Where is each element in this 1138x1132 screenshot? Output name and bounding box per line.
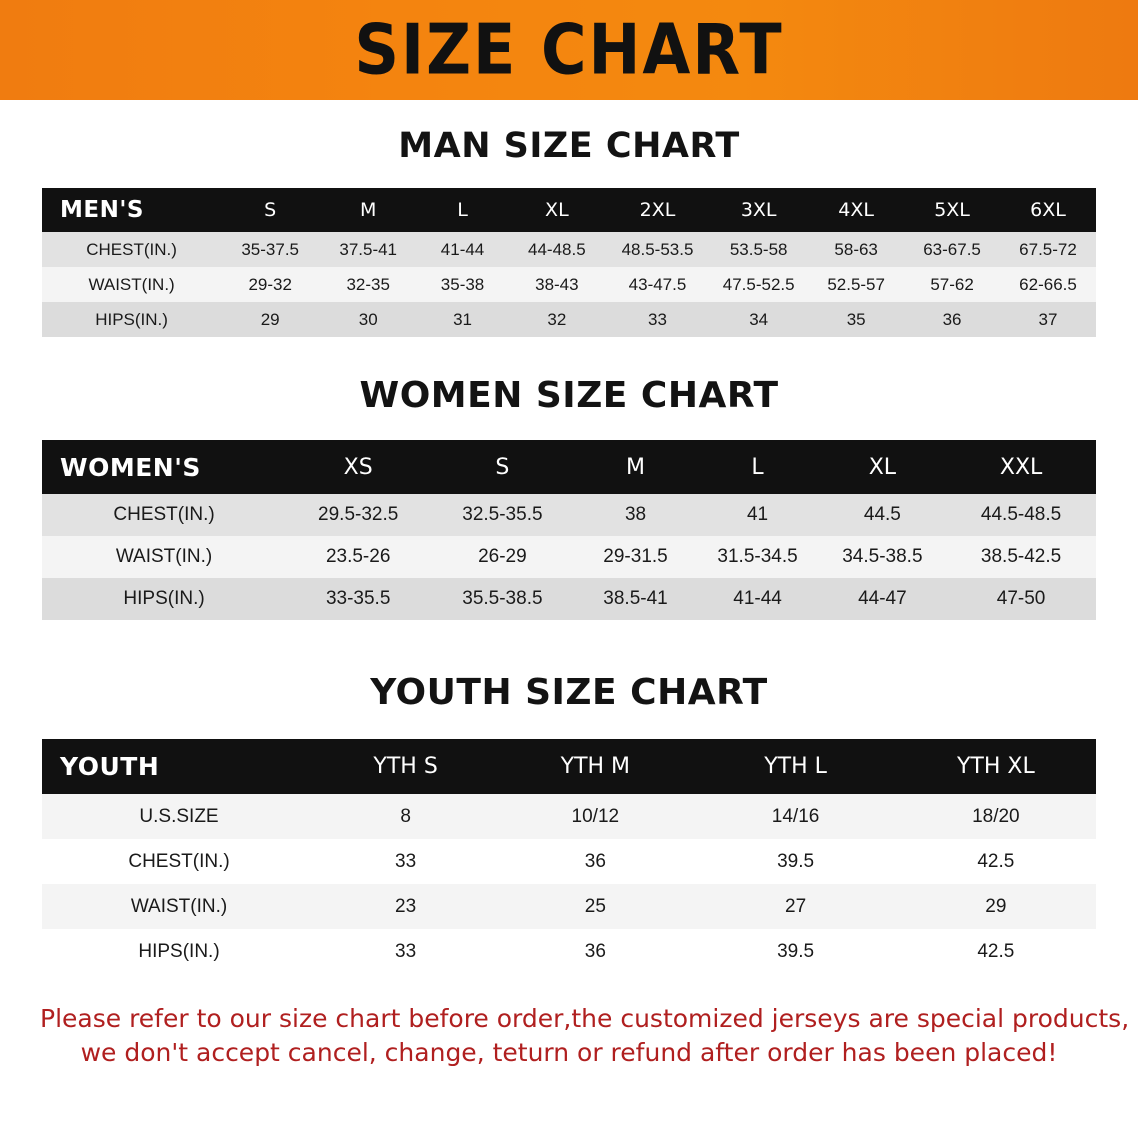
youth-hips-m: 36: [584, 940, 606, 962]
man-header-l: L: [457, 199, 468, 221]
man-chest-xl: 44-48.5: [528, 239, 586, 259]
table-row: [42, 232, 1096, 267]
table-row: [42, 929, 1096, 974]
youth-chest-l: 39.5: [777, 850, 815, 872]
youth-ussize-s: 8: [400, 805, 411, 827]
youth-hips-xl: 42.5: [977, 940, 1015, 962]
youth-waist-m: 25: [584, 895, 606, 917]
youth-ussize-m: 10/12: [571, 805, 620, 827]
women-chest-m: 38: [624, 504, 647, 525]
youth-row-hips-label: HIPS(IN.): [138, 940, 220, 962]
man-chest-4xl: 58-63: [834, 239, 878, 259]
table-row: [42, 302, 1096, 337]
women-hips-xl: 44-47: [858, 588, 907, 609]
policy-note-line-2: we don't accept cancel, change, teturn or refund after order has been placed!: [80, 1037, 1058, 1067]
table-row: [42, 267, 1096, 302]
man-waist-4xl: 52.5-57: [827, 274, 885, 294]
women-chest-l: 41: [746, 504, 769, 525]
man-hips-l: 31: [453, 309, 472, 329]
women-hips-xs: 33-35.5: [325, 588, 391, 609]
women-waist-l: 31.5-34.5: [717, 546, 798, 567]
man-header-s: S: [264, 199, 277, 221]
man-chest-l: 41-44: [440, 239, 485, 259]
table-row: [42, 536, 1096, 578]
man-waist-6xl: 62-66.5: [1019, 274, 1077, 294]
women-waist-xs: 23.5-26: [325, 546, 391, 567]
man-hips-4xl: 35: [846, 309, 866, 329]
man-waist-3xl: 47.5-52.5: [722, 274, 795, 294]
youth-header-s: YTH S: [373, 754, 438, 779]
women-hips-xxl: 47-50: [996, 588, 1046, 609]
women-size-table: [42, 440, 1096, 620]
table-row: [42, 578, 1096, 620]
women-header-xxl: XXL: [999, 454, 1043, 480]
women-hips-l: 41-44: [733, 588, 782, 609]
man-waist-5xl: 57-62: [930, 274, 974, 294]
man-table-wrap: [42, 188, 1096, 337]
women-waist-xxl: 38.5-42.5: [980, 546, 1062, 567]
youth-waist-xl: 29: [985, 895, 1007, 917]
policy-note: [40, 1002, 1130, 1070]
women-table-wrap: [42, 440, 1096, 620]
youth-chest-m: 36: [584, 850, 606, 872]
man-hips-5xl: 36: [942, 309, 962, 329]
women-hips-m: 38.5-41: [603, 588, 668, 609]
man-hips-s: 29: [260, 309, 280, 329]
man-chest-5xl: 63-67.5: [923, 239, 981, 259]
youth-header-label: YOUTH: [60, 752, 160, 781]
youth-header-m: YTH M: [560, 754, 631, 779]
youth-row-waist-label: WAIST(IN.): [130, 895, 228, 917]
women-header-l: L: [751, 454, 764, 480]
man-header-xl: XL: [545, 199, 569, 221]
youth-table-header-row: [42, 739, 1096, 794]
man-header-2xl: 2XL: [639, 199, 676, 221]
youth-waist-l: 27: [785, 895, 807, 917]
table-row: [42, 884, 1096, 929]
women-chest-xxl: 44.5-48.5: [980, 504, 1062, 525]
man-chest-3xl: 53.5-58: [729, 239, 788, 259]
women-header-xl: XL: [868, 454, 897, 480]
man-header-m: M: [359, 199, 377, 221]
table-row: [42, 794, 1096, 839]
man-waist-xl: 38-43: [535, 274, 579, 294]
youth-hips-s: 33: [395, 940, 417, 962]
man-waist-s: 29-32: [248, 274, 292, 294]
women-header-m: M: [626, 454, 646, 480]
man-header-4xl: 4XL: [838, 199, 874, 221]
women-hips-s: 35.5-38.5: [462, 588, 543, 609]
man-row-chest-label: CHEST(IN.): [86, 239, 177, 259]
man-row-hips-label: HIPS(IN.): [95, 309, 168, 329]
youth-chest-xl: 42.5: [977, 850, 1015, 872]
women-waist-m: 29-31.5: [603, 546, 668, 567]
women-header-s: S: [495, 454, 510, 480]
youth-header-xl: YTH XL: [956, 754, 1035, 779]
youth-section-heading: YOUTH SIZE CHART: [370, 672, 768, 713]
man-hips-6xl: 37: [1038, 309, 1058, 329]
youth-header-l: YTH L: [764, 754, 827, 779]
man-hips-m: 30: [358, 309, 378, 329]
man-header-6xl: 6XL: [1030, 199, 1066, 221]
man-header-label: MEN'S: [60, 197, 144, 223]
women-row-hips-label: HIPS(IN.): [123, 588, 205, 609]
man-row-waist-label: WAIST(IN.): [88, 274, 175, 294]
man-hips-2xl: 33: [648, 309, 667, 329]
women-waist-xl: 34.5-38.5: [842, 546, 923, 567]
man-section-heading: MAN SIZE CHART: [398, 126, 740, 166]
women-row-chest-label: CHEST(IN.): [113, 504, 215, 525]
youth-ussize-xl: 18/20: [972, 805, 1020, 827]
man-chest-2xl: 48.5-53.5: [621, 239, 694, 259]
man-chest-m: 37.5-41: [339, 239, 398, 259]
policy-note-line-1: Please refer to our size chart before order,the customized jerseys are special products,: [40, 1004, 1130, 1033]
youth-row-ussize-label: U.S.SIZE: [139, 805, 219, 827]
man-waist-l: 35-38: [440, 274, 485, 294]
man-hips-xl: 32: [547, 309, 567, 329]
youth-chest-s: 33: [395, 850, 417, 872]
man-waist-m: 32-35: [346, 274, 390, 294]
man-table-header-row: [42, 188, 1096, 232]
youth-hips-l: 39.5: [777, 940, 815, 962]
banner: [0, 0, 1138, 100]
women-chest-xl: 44.5: [863, 504, 901, 525]
man-hips-3xl: 34: [749, 309, 769, 329]
women-row-waist-label: WAIST(IN.): [115, 546, 213, 567]
youth-ussize-l: 14/16: [771, 805, 820, 827]
table-row: [42, 839, 1096, 884]
women-header-label: WOMEN'S: [60, 452, 201, 482]
women-chest-xs: 29.5-32.5: [318, 504, 399, 525]
women-header-xs: XS: [343, 454, 373, 480]
page-title: SIZE CHART: [354, 8, 784, 91]
man-chest-6xl: 67.5-72: [1019, 239, 1077, 259]
women-waist-s: 26-29: [478, 546, 527, 567]
women-table-header-row: [42, 440, 1096, 494]
youth-table-wrap: [42, 739, 1096, 974]
women-section-heading: WOMEN SIZE CHART: [359, 375, 779, 416]
man-size-table: [42, 188, 1096, 337]
youth-row-chest-label: CHEST(IN.): [128, 850, 230, 872]
man-header-5xl: 5XL: [934, 199, 970, 221]
man-waist-2xl: 43-47.5: [628, 274, 687, 294]
youth-waist-s: 23: [395, 895, 417, 917]
youth-size-table: [42, 739, 1096, 974]
table-row: [42, 494, 1096, 536]
women-chest-s: 32.5-35.5: [462, 504, 543, 525]
man-chest-s: 35-37.5: [241, 239, 300, 259]
man-header-3xl: 3XL: [740, 199, 777, 221]
